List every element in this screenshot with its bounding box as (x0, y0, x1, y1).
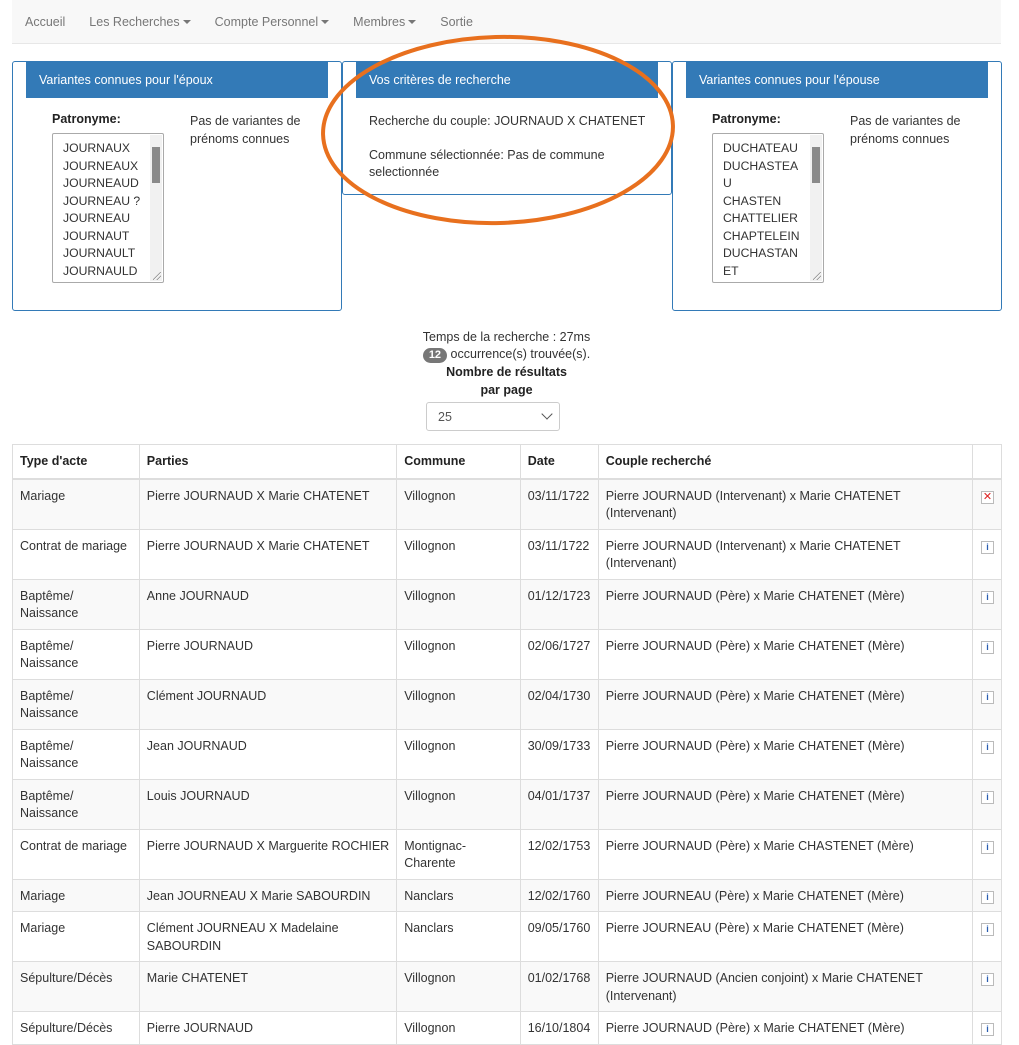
nav-les-recherches[interactable] (77, 15, 202, 29)
cell-date: 16/10/1804 (520, 1012, 598, 1045)
col-header-date[interactable]: Date (520, 445, 598, 479)
cell-couple: Pierre JOURNAUD (Père) x Marie CHATENET (Mère) (598, 579, 972, 629)
cell-type-acte: Mariage (13, 879, 140, 912)
wife-variants-list (723, 140, 801, 280)
cell-couple: Pierre JOURNAUD (Père) x Marie CHATENET (Mère) (598, 779, 972, 829)
table-row (13, 779, 1002, 829)
cell-action (972, 779, 1001, 829)
per-page-value: 25 (438, 410, 452, 424)
info-icon[interactable]: i (981, 791, 994, 804)
husband-variants-listbox[interactable] (52, 133, 164, 283)
nav-membres[interactable] (341, 15, 428, 29)
delete-icon[interactable]: ✕ (982, 490, 993, 503)
search-time: Temps de la recherche : 27ms (422, 330, 591, 344)
info-icon[interactable]: i (981, 841, 994, 854)
cell-couple: Pierre JOURNAUD (Intervenant) x Marie CHATENET (Intervenant) (598, 529, 972, 579)
listbox-scroll-thumb[interactable] (812, 147, 820, 183)
caret-down-icon (183, 20, 191, 24)
nav-les-recherches-label: Les Recherches (89, 14, 180, 29)
cell-commune: Villognon (397, 629, 521, 679)
table-row (13, 479, 1002, 530)
per-page-label-1: Nombre de résultats (446, 365, 567, 379)
variant-option[interactable]: JOURNEAUD (63, 176, 139, 190)
cell-action (972, 529, 1001, 579)
cell-parties: Marie CHATENET (139, 962, 396, 1012)
listbox-scroll-thumb[interactable] (152, 147, 160, 183)
cell-commune: Villognon (397, 679, 521, 729)
cell-action (972, 629, 1001, 679)
search-couple-text: Recherche du couple: JOURNAUD X CHATENET (369, 114, 646, 128)
cell-parties: Pierre JOURNAUD (139, 629, 396, 679)
husband-variants-panel (12, 61, 342, 311)
variant-option[interactable]: JOURNEAUX (63, 158, 139, 173)
table-row (13, 962, 1002, 1012)
search-criteria-panel (342, 61, 672, 195)
cell-parties: Pierre JOURNAUD X Marie CHATENET (139, 529, 396, 579)
wife-patronyme-label: Patronyme: (712, 112, 781, 126)
variant-option[interactable]: JOURNAULD (63, 263, 138, 278)
info-icon[interactable]: i (981, 641, 994, 654)
results-count-suffix: occurrence(s) trouvée(s). (450, 347, 591, 361)
cell-commune: Villognon (397, 729, 521, 779)
cell-commune: Villognon (397, 529, 521, 579)
cell-commune: Montignac-Charente (397, 829, 521, 879)
per-page-select[interactable] (426, 402, 560, 431)
cell-action (972, 1012, 1001, 1045)
cell-couple: Pierre JOURNEAU (Père) x Marie CHATENET (Mère) (598, 912, 972, 962)
cell-parties: Jean JOURNEAU X Marie SABOURDIN (139, 879, 396, 912)
search-criteria-title: Vos critères de recherche (356, 62, 658, 98)
cell-date: 01/02/1768 (520, 962, 598, 1012)
cell-date: 12/02/1760 (520, 879, 598, 912)
cell-couple: Pierre JOURNAUD (Père) x Marie CHATENET (Mère) (598, 1012, 972, 1045)
cell-type-acte: Sépulture/Décès (13, 1012, 140, 1045)
table-row (13, 679, 1002, 729)
cell-date: 09/05/1760 (520, 912, 598, 962)
nav-sortie[interactable]: Sortie (440, 14, 473, 29)
table-row (13, 629, 1002, 679)
cell-date: 03/11/1722 (520, 479, 598, 530)
table-row (13, 529, 1002, 579)
variant-option[interactable]: JOURNAULT (63, 246, 136, 260)
cell-date: 02/04/1730 (520, 679, 598, 729)
cell-parties: Pierre JOURNAUD (139, 1012, 396, 1045)
cell-type-acte: Baptême/ Naissance (13, 729, 140, 779)
results-count-badge: 12 (423, 348, 447, 363)
info-icon[interactable]: i (981, 541, 994, 554)
cell-date: 03/11/1722 (520, 529, 598, 579)
cell-date: 04/01/1737 (520, 779, 598, 829)
search-commune-text: Commune sélectionnée: Pas de commune selectionnée (369, 148, 605, 179)
variant-option[interactable]: JOURNAUT (63, 228, 130, 243)
cell-date: 12/02/1753 (520, 829, 598, 879)
variant-option[interactable]: DUCHATEAU (723, 141, 798, 155)
cell-type-acte: Mariage (13, 479, 140, 530)
info-icon[interactable]: i (981, 741, 994, 754)
cell-commune: Villognon (397, 779, 521, 829)
variant-option[interactable]: DUCHASTEAU (723, 158, 799, 190)
info-icon[interactable]: i (981, 1023, 994, 1036)
cell-commune: Villognon (397, 962, 521, 1012)
cell-type-acte: Contrat de mariage (13, 829, 140, 879)
table-row (13, 579, 1002, 629)
info-icon[interactable]: i (981, 591, 994, 604)
variant-option[interactable]: CHAPTELEIN (723, 228, 800, 243)
col-header-actions (972, 445, 1001, 479)
info-icon[interactable]: i (981, 973, 994, 986)
husband-variants-title: Variantes connues pour l'époux (26, 62, 328, 98)
variant-option[interactable]: CHATTELIER (723, 211, 798, 225)
cell-couple: Pierre JOURNAUD (Père) x Marie CHASTENET (Mère) (598, 829, 972, 879)
cell-couple: Pierre JOURNAUD (Ancien conjoint) x Marie CHATENET (Intervenant) (598, 962, 972, 1012)
col-header-parties[interactable]: Parties (139, 445, 396, 479)
cell-action (972, 912, 1001, 962)
cell-couple: Pierre JOURNAUD (Intervenant) x Marie CHATENET (Intervenant) (598, 479, 972, 530)
cell-type-acte: Baptême/ Naissance (13, 679, 140, 729)
table-row (13, 729, 1002, 779)
info-icon[interactable]: i (981, 691, 994, 704)
cell-commune: Nanclars (397, 879, 521, 912)
chevron-down-icon (541, 408, 552, 419)
cell-action (972, 829, 1001, 879)
nav-compte-personnel[interactable] (203, 15, 342, 29)
cell-action (972, 679, 1001, 729)
table-header-row (13, 445, 1002, 479)
info-icon[interactable]: i (981, 923, 994, 936)
cell-date: 02/06/1727 (520, 629, 598, 679)
per-page-label-2: par page (480, 383, 533, 397)
resize-handle-icon[interactable] (813, 272, 821, 280)
table-row (13, 912, 1002, 962)
cell-commune: Villognon (397, 1012, 521, 1045)
results-count-line (12, 347, 1001, 363)
variant-option[interactable]: JOURNAUX (63, 141, 131, 155)
cell-type-acte: Baptême/ Naissance (13, 579, 140, 629)
table-row (13, 829, 1002, 879)
cell-action (972, 879, 1001, 912)
info-icon[interactable]: i (981, 891, 994, 904)
nav-accueil[interactable]: Accueil (25, 14, 66, 29)
wife-variants-title: Variantes connues pour l'épouse (686, 62, 988, 98)
col-header-commune[interactable]: Commune (397, 445, 521, 479)
table-row (13, 879, 1002, 912)
cell-action (972, 962, 1001, 1012)
wife-variants-listbox[interactable] (712, 133, 824, 283)
cell-commune: Nanclars (397, 912, 521, 962)
cell-parties: Pierre JOURNAUD X Marie CHATENET (139, 479, 396, 530)
col-header-type[interactable]: Type d'acte (13, 445, 140, 479)
resize-handle-icon[interactable] (153, 272, 161, 280)
caret-down-icon (321, 20, 329, 24)
cell-couple: Pierre JOURNAUD (Père) x Marie CHATENET (Mère) (598, 679, 972, 729)
cell-parties: Jean JOURNAUD (139, 729, 396, 779)
nav-membres-label: Membres (353, 14, 406, 29)
variant-option[interactable]: JOURNEAU ? (63, 193, 141, 208)
cell-action (972, 729, 1001, 779)
cell-action (972, 479, 1001, 530)
cell-couple: Pierre JOURNAUD (Père) x Marie CHATENET (Mère) (598, 629, 972, 679)
table-row (13, 1012, 1002, 1045)
variant-option[interactable]: DUCHASTANET (723, 246, 798, 278)
cell-commune: Villognon (397, 579, 521, 629)
variant-option[interactable]: CHASTEN (723, 193, 782, 208)
cell-parties: Louis JOURNAUD (139, 779, 396, 829)
cell-parties: Pierre JOURNAUD X Marguerite ROCHIER (139, 829, 396, 879)
cell-commune: Villognon (397, 479, 521, 530)
husband-no-prenoms: Pas de variantes de prénoms connues (190, 114, 301, 146)
cell-type-acte: Sépulture/Décès (13, 962, 140, 1012)
cell-type-acte: Baptême/ Naissance (13, 779, 140, 829)
cell-date: 30/09/1733 (520, 729, 598, 779)
cell-date: 01/12/1723 (520, 579, 598, 629)
husband-variants-list (63, 140, 141, 280)
cell-type-acte: Mariage (13, 912, 140, 962)
cell-type-acte: Contrat de mariage (13, 529, 140, 579)
cell-parties: Anne JOURNAUD (139, 579, 396, 629)
variant-option[interactable]: JOURNEAU (63, 211, 131, 225)
cell-couple: Pierre JOURNAUD (Père) x Marie CHATENET (Mère) (598, 729, 972, 779)
cell-couple: Pierre JOURNEAU (Père) x Marie CHATENET (Mère) (598, 879, 972, 912)
cell-action (972, 579, 1001, 629)
cell-parties: Clément JOURNEAU X Madelaine SABOURDIN (139, 912, 396, 962)
wife-no-prenoms: Pas de variantes de prénoms connues (850, 114, 961, 146)
caret-down-icon (408, 20, 416, 24)
top-navbar (12, 0, 1001, 44)
cell-type-acte: Baptême/ Naissance (13, 629, 140, 679)
nav-compte-personnel-label: Compte Personnel (214, 14, 319, 29)
wife-variants-panel (672, 61, 1002, 311)
results-table (12, 444, 1002, 1045)
col-header-couple[interactable]: Couple recherché (598, 445, 972, 479)
cell-parties: Clément JOURNAUD (139, 679, 396, 729)
husband-patronyme-label: Patronyme: (52, 112, 121, 126)
